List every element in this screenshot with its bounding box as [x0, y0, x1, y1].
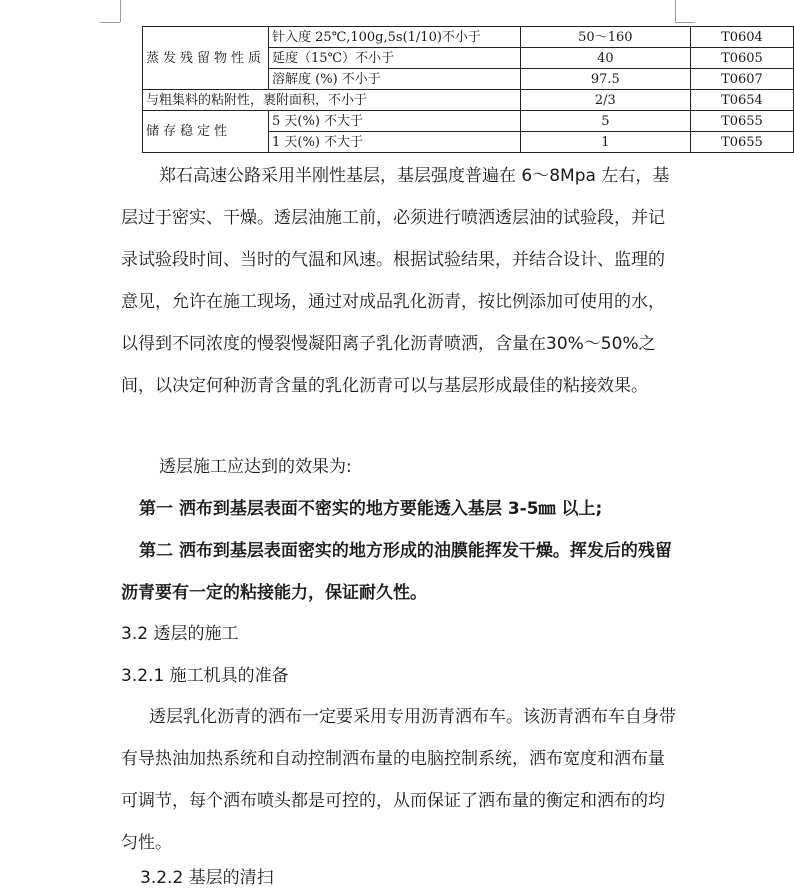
- table-cell-item: 延度（15℃）不小于: [269, 48, 521, 69]
- paragraph: 郑石高速公路采用半刚性基层，基层强度普遍在 6～8Mpa 左右，基层过于密实、干燥。透层油施工前，必须进行喷洒透层油的试验段，并记录试验段时间、当时的气温和风速。根据试验结果，并结合设计、监理的意见，允许在施工现场，通过对成品乳化沥青，按比例添加可使用的水，以得到不同浓度的慢裂慢凝阳离子乳化沥青喷洒，含量在30%～50%之间，以决定何种沥青含量的乳化沥青可以与基层形成最佳的粘接效果。: [121, 166, 670, 396]
- table-cell-method: T0607: [690, 69, 793, 90]
- table-cell-value: 50～160: [520, 27, 690, 48]
- table-cell-method: T0655: [690, 132, 793, 153]
- table-cell-group: 储存稳定性: [143, 111, 269, 153]
- page-corner-mark: [675, 22, 695, 23]
- table-cell-item: 溶解度 (%) 不小于: [269, 69, 521, 90]
- paragraph-bold: 第二 洒布到基层表面密实的地方形成的油膜能挥发干燥。挥发后的残留沥青要有一定的粘接能力，保证耐久性。: [121, 541, 672, 603]
- paragraph-bold: 第一 洒布到基层表面不密实的地方要能透入基层 3-5㎜ 以上;: [139, 499, 603, 519]
- table-cell-value: 2/3: [520, 90, 690, 111]
- table-cell-group: 与粗集料的粘附性，裹附面积，不小于: [143, 90, 521, 111]
- table-cell-item: 针入度 25℃,100g,5s(1/10)不小于: [269, 27, 521, 48]
- residue-properties-table: [142, 26, 794, 153]
- table-cell-value: 1: [520, 132, 690, 153]
- table-cell-method: T0605: [690, 48, 793, 69]
- subsection-heading: 3.2.1 施工机具的准备: [121, 666, 289, 686]
- table-row: [143, 111, 794, 132]
- table-cell-method: T0604: [690, 27, 793, 48]
- section-heading: 3.2 透层的施工: [121, 624, 239, 644]
- table-cell-method: T0655: [690, 111, 793, 132]
- subsection-heading: 3.2.2 基层的清扫: [140, 868, 274, 888]
- page-corner-mark: [675, 0, 676, 22]
- page-corner-mark: [100, 22, 120, 23]
- table-cell-group: 蒸发残留物性质: [143, 27, 269, 90]
- table-cell-item: 1 天(%) 不大于: [269, 132, 521, 153]
- paragraph: 透层乳化沥青的洒布一定要采用专用沥青洒布车。该沥青洒布车自身带有导热油加热系统和自动控制洒布量的电脑控制系统，洒布宽度和洒布量可调节，每个洒布喷头都是可控的，从而保证了洒布量的衡定和洒布的均匀性。: [121, 707, 676, 853]
- paragraph: 透层施工应达到的效果为:: [159, 457, 352, 477]
- table-row: [143, 90, 794, 111]
- page-corner-mark: [120, 0, 121, 22]
- table-cell-item: 5 天(%) 不大于: [269, 111, 521, 132]
- table-cell-value: 97.5: [520, 69, 690, 90]
- table-cell-value: 40: [520, 48, 690, 69]
- table-row: [143, 27, 794, 48]
- table-cell-method: T0654: [690, 90, 793, 111]
- table-cell-value: 5: [520, 111, 690, 132]
